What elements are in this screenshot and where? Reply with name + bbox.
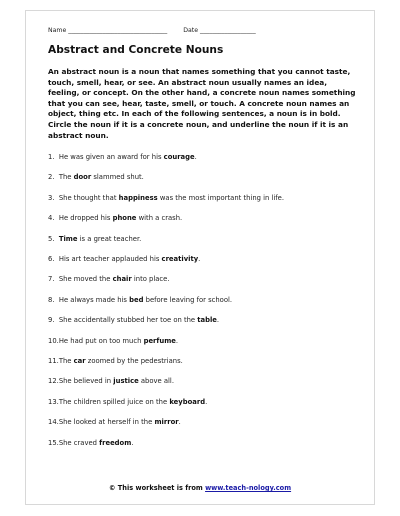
bold-noun: creativity bbox=[161, 255, 199, 263]
item-number: 13. bbox=[48, 397, 59, 406]
item-number: 10. bbox=[48, 336, 59, 345]
sentence-text-before: The bbox=[58, 357, 74, 365]
bold-noun: car bbox=[73, 357, 86, 365]
bold-noun: Time bbox=[58, 234, 78, 243]
item-number: 2. bbox=[48, 173, 55, 182]
sentence-text-before: His art teacher applauded his bbox=[58, 255, 162, 263]
sentence-text-after: zoomed by the pedestrians. bbox=[85, 357, 183, 365]
item-number: 9. bbox=[48, 316, 55, 325]
sentence-text-after: into place. bbox=[131, 275, 170, 284]
sentence-item bbox=[48, 418, 181, 426]
sentence-item bbox=[48, 153, 197, 161]
sentence-text-before: He had put on too much bbox=[58, 336, 144, 345]
bold-noun: chair bbox=[112, 275, 132, 284]
sentence-text-before: She moved the bbox=[58, 275, 113, 284]
bold-noun: mirror bbox=[154, 418, 179, 427]
sentence-item bbox=[48, 275, 170, 283]
sentence-item bbox=[48, 296, 232, 304]
bold-noun: freedom bbox=[99, 438, 132, 447]
item-number: 4. bbox=[48, 214, 55, 223]
name-date-header bbox=[48, 27, 256, 34]
item-number: 8. bbox=[48, 295, 55, 304]
sentence-text-after: before leaving for school. bbox=[143, 295, 233, 304]
sentence-item bbox=[48, 255, 200, 263]
bold-noun: door bbox=[73, 173, 92, 182]
sentence-text-before: The bbox=[58, 173, 74, 182]
bold-noun: justice bbox=[113, 377, 139, 386]
item-number: 14. bbox=[48, 418, 59, 427]
sentence-item bbox=[48, 439, 133, 447]
bold-noun: bed bbox=[129, 295, 144, 304]
sentence-text-after: . bbox=[198, 255, 201, 263]
item-number: 6. bbox=[48, 255, 55, 263]
date-field-label: Date __________________ bbox=[183, 27, 256, 34]
item-number: 7. bbox=[48, 275, 55, 284]
sentence-text-after: . bbox=[216, 316, 220, 325]
sentence-text-after: . bbox=[178, 418, 181, 427]
sentence-item bbox=[48, 316, 219, 324]
sentence-item bbox=[48, 337, 178, 345]
sentence-text-before: She looked at herself in the bbox=[58, 418, 155, 427]
item-number: 15. bbox=[48, 438, 59, 447]
sentence-text-after: slammed shut. bbox=[91, 173, 144, 182]
item-number: 12. bbox=[48, 377, 59, 386]
sentence-text-after: above all. bbox=[138, 377, 174, 386]
sentence-item bbox=[48, 173, 144, 181]
sentence-item bbox=[48, 235, 141, 243]
sentence-text-after: . bbox=[205, 397, 208, 406]
sentence-text-before: He dropped his bbox=[58, 214, 113, 223]
sentence-text-before: He always made his bbox=[58, 295, 130, 304]
sentence-item bbox=[48, 194, 284, 202]
footer-credit bbox=[0, 484, 400, 492]
sentence-item bbox=[48, 398, 207, 406]
bold-noun: phone bbox=[112, 214, 137, 223]
sentence-text-before: She thought that bbox=[58, 193, 119, 202]
item-number: 1. bbox=[48, 153, 55, 161]
sentence-item bbox=[48, 214, 182, 222]
sentence-text-after: is a great teacher. bbox=[77, 234, 142, 243]
sentence-text-after: . bbox=[131, 438, 134, 447]
sentence-text-after: . bbox=[175, 336, 179, 345]
footer-prefix: © This worksheet is from bbox=[108, 484, 206, 492]
sentence-text-after: . bbox=[194, 153, 197, 161]
bold-noun: perfume bbox=[143, 336, 176, 345]
sentence-text-after: was the most important thing in life. bbox=[157, 193, 284, 202]
bold-noun: keyboard bbox=[169, 397, 206, 406]
sentence-text-before: She accidentally stubbed her toe on the bbox=[58, 316, 198, 325]
bold-noun: courage bbox=[163, 153, 195, 161]
sentence-text-before: She believed in bbox=[58, 377, 114, 386]
instructions-paragraph: An abstract noun is a noun that names something that you cannot taste, touch, smell, hear, or see. An abstract noun usually names an idea, feeling, or concept. On the other hand, a concrete noun names something that you can see, hear, taste, smell, or touch. A concrete noun names an object, thing etc. In each of the following sentences, a noun is in bold. Circle the noun if it is a concrete noun, and underline the noun if it is an abstract noun. bbox=[48, 67, 356, 140]
sentence-text-before: He was given an award for his bbox=[58, 153, 164, 161]
item-number: 3. bbox=[48, 193, 55, 202]
worksheet-title: Abstract and Concrete Nouns bbox=[48, 44, 224, 56]
sentence-item bbox=[48, 377, 174, 385]
bold-noun: table bbox=[197, 316, 217, 325]
sentence-text-after: with a crash. bbox=[136, 214, 183, 223]
sentence-text-before: The children spilled juice on the bbox=[58, 397, 170, 406]
name-field-label: Name ________________________________ bbox=[48, 27, 168, 34]
sentence-item bbox=[48, 357, 183, 365]
footer-link[interactable]: www.teach-nology.com bbox=[205, 484, 292, 492]
sentence-text-before: She craved bbox=[58, 438, 100, 447]
item-number: 5. bbox=[48, 234, 55, 243]
bold-noun: happiness bbox=[118, 193, 158, 202]
item-number: 11. bbox=[48, 357, 59, 365]
